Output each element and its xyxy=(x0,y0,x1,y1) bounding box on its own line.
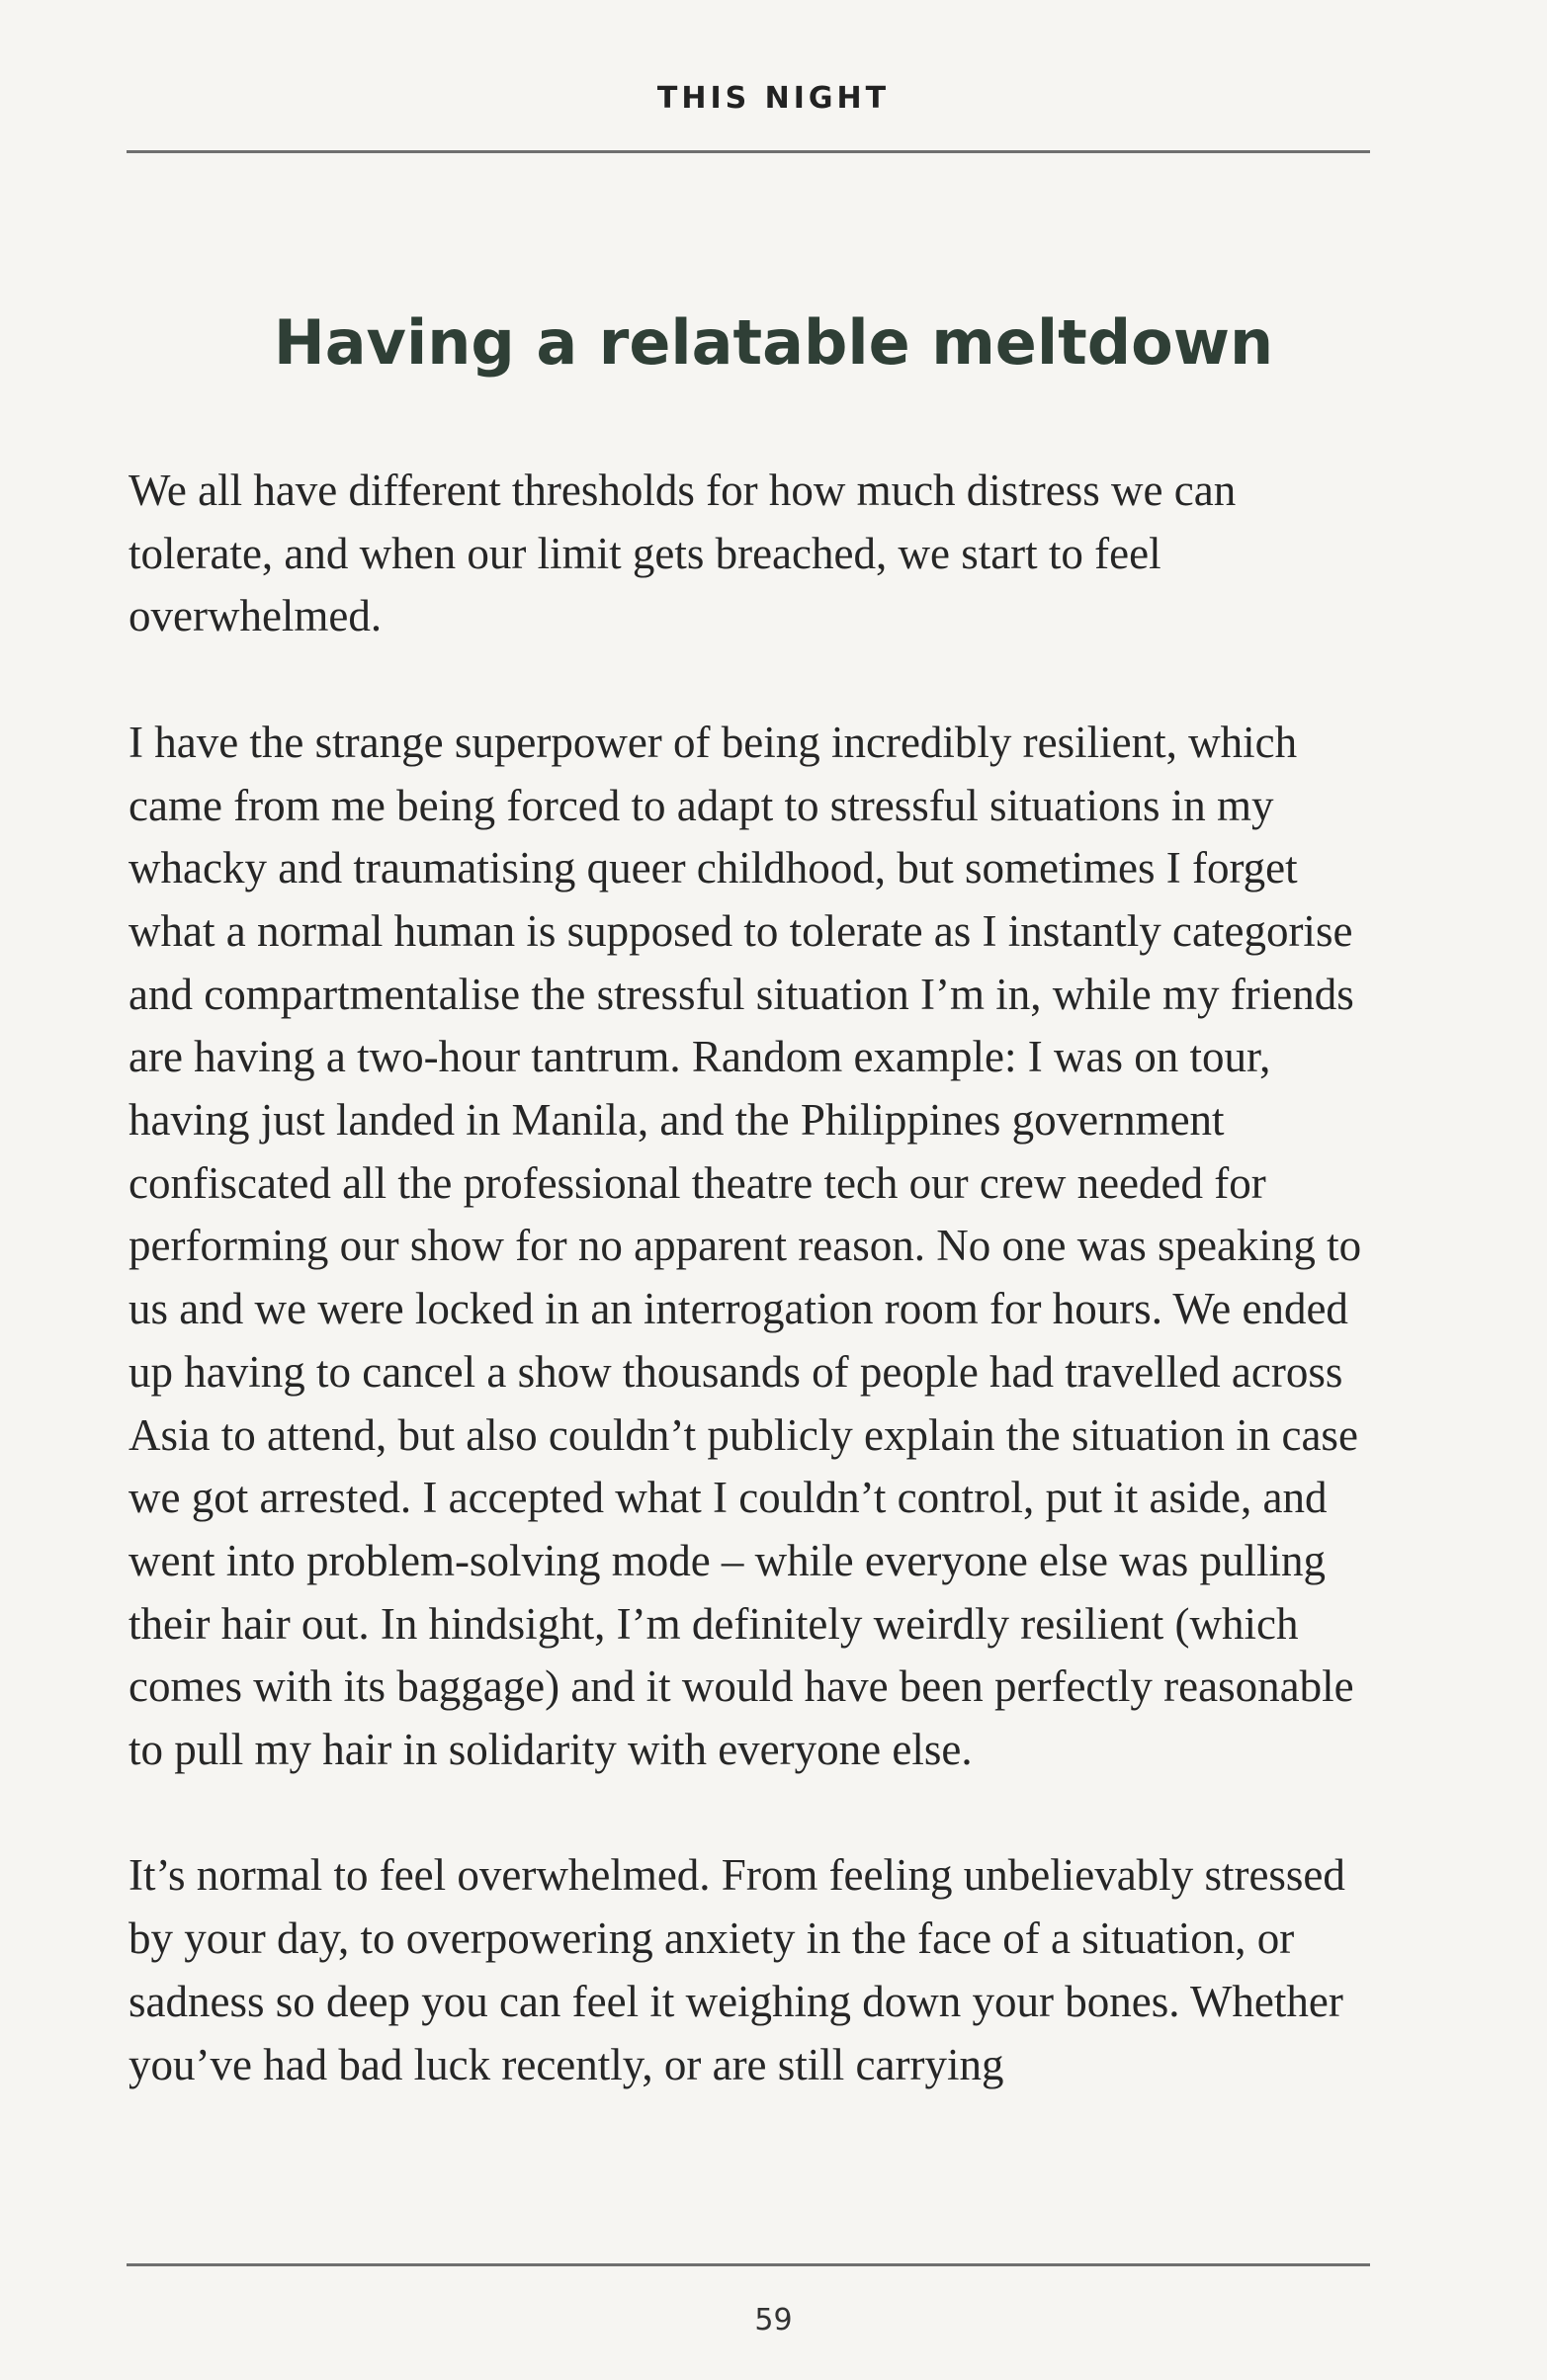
running-header: THIS NIGHT xyxy=(656,81,891,116)
paragraph-2: I have the strange superpower of being incredibly resilient, which came from me being forced to adapt to stressful situations in my whacky and traumatising queer childhood, but sometimes I forget what a normal human is supposed to tolerate as I instantly categorise and compartmentalise the stressful situation I’m in, while my friends are having a two-hour tantrum. Random example: I was on tour, having just landed in Manila, and the Philippines government confiscated all the professional theatre tech our crew needed for performing our show for no apparent reason. No one was speaking to us and we were locked in an interrogation room for hours. We ended up having to cancel a show thousands of people had travelled across Asia to attend, but also couldn’t publicly explain the situation in case we got arrested. I accepted what I couldn’t control, put it aside, and went into problem-solving mode – while everyone else was pulling their hair out. In hindsight, I’m definitely weirdly resilient (which comes with its baggage) and it would have been perfectly reasonable to pull my hair in solidarity with everyone else. xyxy=(129,717,1362,1775)
paragraph-3: It’s normal to feel overwhelmed. From feeling unbelievably stressed by your day, to overpowering anxiety in the face of a situation, or sadness so deep you can feel it weighing down your bones. Whether you’ve had bad luck recently, or are still carrying xyxy=(129,1850,1345,2089)
header-divider xyxy=(127,150,1370,153)
page-number: 59 xyxy=(754,2303,793,2338)
paragraph-1: We all have different thresholds for how much distress we can tolerate, and when our limit gets breached, we start to feel overwhelmed. xyxy=(129,466,1237,641)
chapter-title: Having a relatable meltdown xyxy=(273,306,1274,379)
footer-divider xyxy=(127,2263,1370,2266)
body-text xyxy=(129,460,1374,2160)
